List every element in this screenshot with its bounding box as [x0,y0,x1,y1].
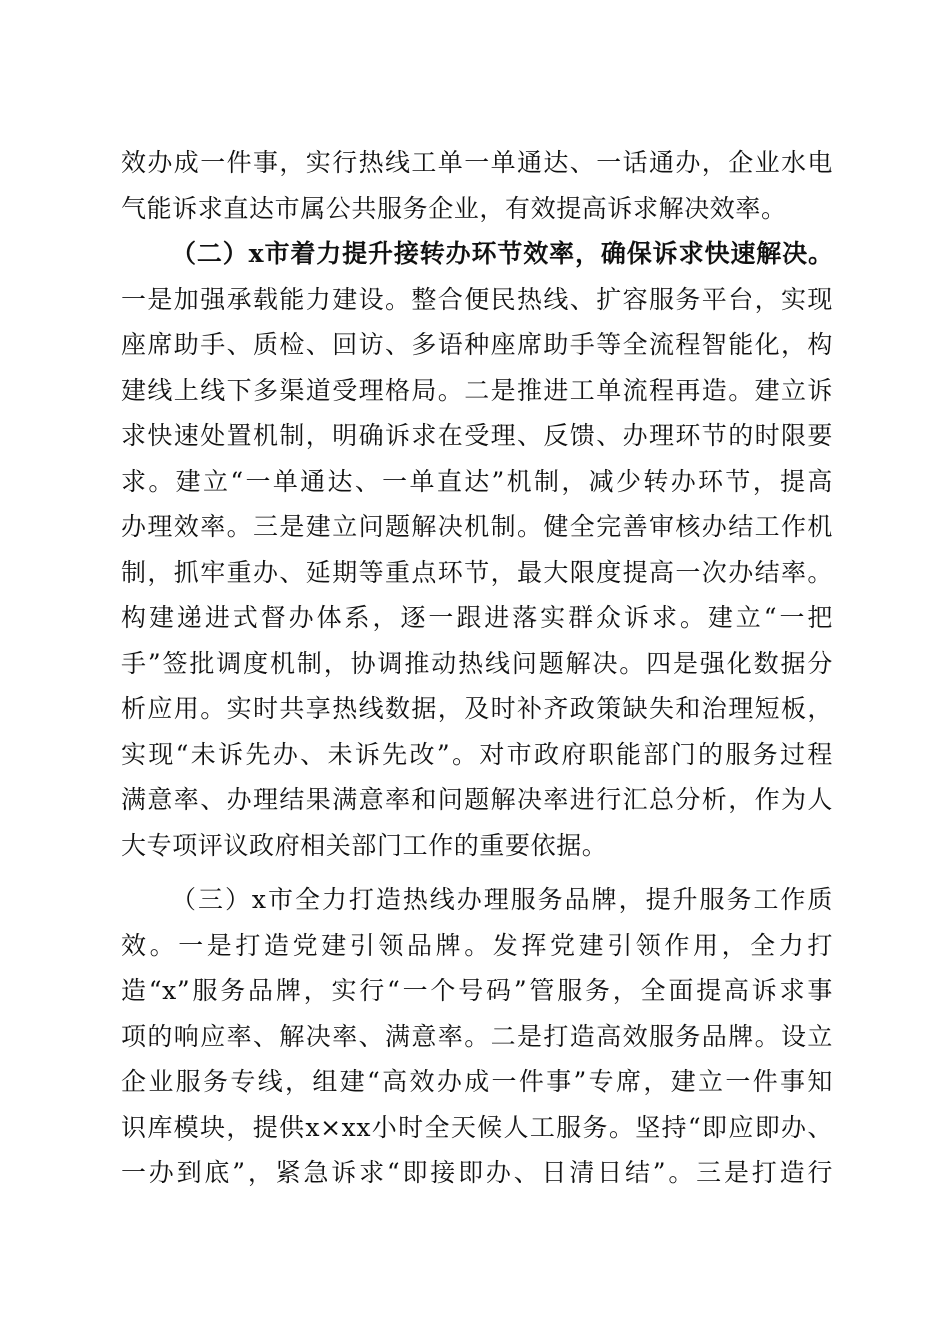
body-text [121,140,833,1196]
text-line: 求。建立“一单通达、一单直达”机制，减少转办环节，提高 [121,466,833,496]
text-line: 效。一是打造党建引领品牌。发挥党建引领作用，全力打 [121,930,833,960]
text-line: 构建递进式督办体系，逐一跟进落实群众诉求。建立“一把 [121,603,833,632]
text-line: 大专项评议政府相关部门工作的重要依据。 [121,830,608,860]
text-line: 办理效率。三是建立问题解决机制。健全完善审核办结工作机 [121,512,833,541]
text-line: 建线上线下多渠道受理格局。二是推进工单流程再造。建立诉 [121,375,833,405]
text-line: 一办到底”，紧急诉求“即接即办、日清日结”。三是打造行 [121,1158,833,1187]
text-line: 手”签批调度机制，协调推动热线问题解决。四是强化数据分 [121,648,833,678]
text-line: 效办成一件事，实行热线工单一单通达、一话通办，企业水电 [121,148,833,177]
text-line: 一是加强承载能力建设。整合便民热线、扩容服务平台，实现 [121,284,833,314]
text-line: 识库模块，提供x×xx小时全天候人工服务。坚持“即应即办、 [121,1112,833,1142]
text-line: 满意率、办理结果满意率和问题解决率进行汇总分析，作为人 [121,785,833,814]
text-line: 析应用。实时共享热线数据，及时补齐政策缺失和治理短板， [121,694,833,723]
paragraph-gap [121,868,833,877]
text-line: 气能诉求直达市属公共服务企业，有效提高诉求解决效率。 [121,193,787,223]
text-line: 造“x”服务品牌，实行“一个号码”管服务，全面提高诉求事 [121,976,833,1005]
text-line: 求快速处置机制，明确诉求在受理、反馈、办理环节的时限要 [121,421,833,450]
section-heading-3 [121,877,833,923]
section-heading-2 [121,231,833,277]
text-line: 制，抓牢重办、延期等重点环节，最大限度提高一次办结率。 [121,557,833,587]
text-line: 实现“未诉先办、未诉先改”。对市政府职能部门的服务过程 [121,739,833,769]
text-line: 座席助手、质检、回访、多语种座席助手等全流程智能化，构 [121,330,833,359]
section-heading-text: （三）x市全力打造热线办理服务品牌，提升服务工作质 [171,885,833,914]
text-line: 项的响应率、解决率、满意率。二是打造高效服务品牌。设立 [121,1021,833,1051]
section-heading-text: （二）x市着力提升接转办环节效率，确保诉求快速解决。 [171,239,833,268]
text-line: 企业服务专线，组建“高效办成一件事”专席，建立一件事知 [121,1067,833,1096]
